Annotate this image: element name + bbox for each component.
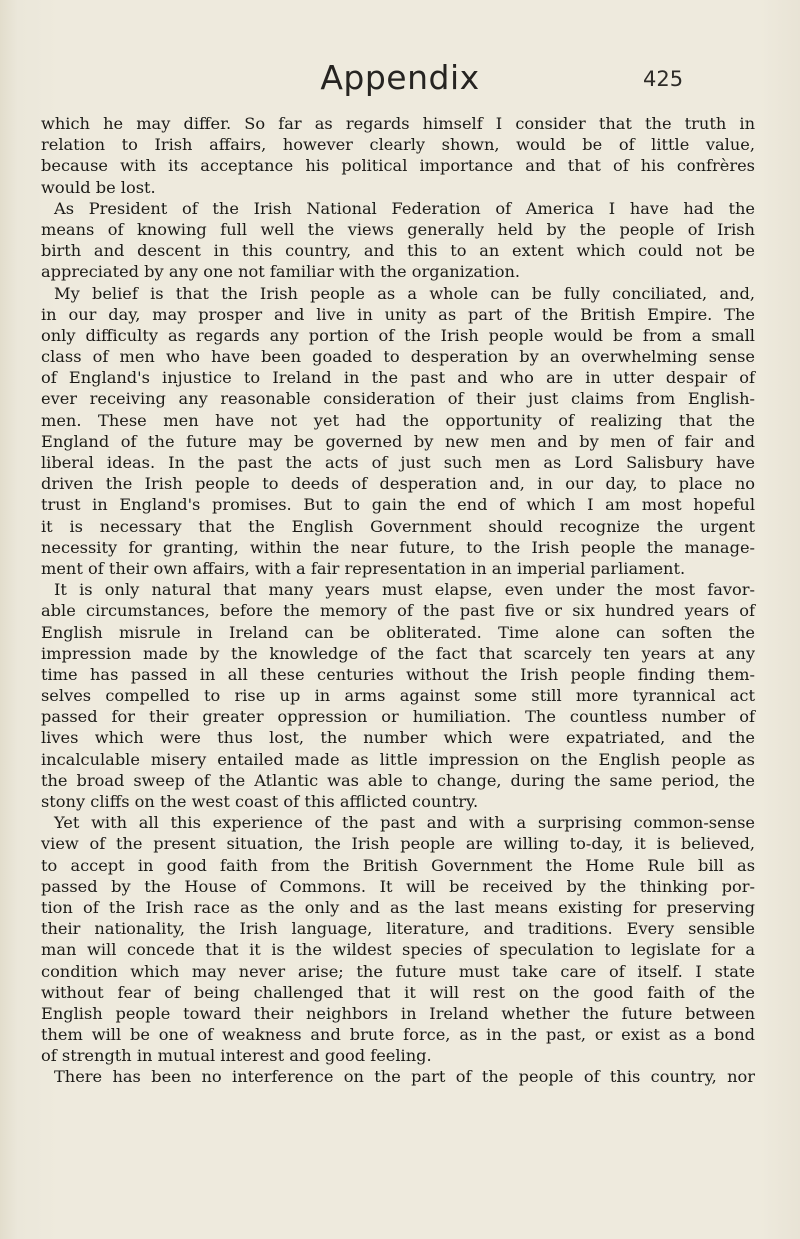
text-line: appreciated by any one not familiar with the organization. [41,262,521,282]
text-line: them will be one of weakness and brute force, as in the past, or exist as a bond [41,1025,755,1045]
text-line: ever receiving any reasonable consideration of their just claims from English- [41,389,755,409]
text-line: ment of their own affairs, with a fair representation in an imperial parliament. [41,558,686,578]
text-line: only difficulty as regards any portion of the Irish people would be from a small [41,325,755,345]
paragraph [41,579,755,812]
text-line: necessity for granting, within the near future, to the Irish people the manage- [41,537,755,557]
text-line: time has passed in all these centuries without the Irish people finding them- [41,664,755,684]
text-line: English misrule in Ireland can be obliterated. Time alone can soften the [41,622,755,642]
text-line: selves compelled to rise up in arms against some still more tyrannical act [41,686,755,706]
text-line: view of the present situation, the Irish people are willing to-day, it is believed, [41,834,755,854]
text-line: England of the future may be governed by new men and by men of fair and [41,431,755,451]
page-header [0,58,800,98]
text-line: would be lost. [41,177,156,197]
text-line: to accept in good faith from the British Government the Home Rule bill as [41,855,755,875]
text-line: trust in England's promises. But to gain the end of which I am most hopeful [41,495,755,515]
text-line: class of men who have been goaded to desperation by an overwhelming sense [41,347,755,367]
text-line: lives which were thus lost, the number which were expatriated, and the [41,728,755,748]
text-line: without fear of being challenged that it will rest on the good faith of the [41,982,755,1002]
text-line: in our day, may prosper and live in unity as part of the British Empire. The [41,304,755,324]
text-line: man will concede that it is the wildest species of speculation to legislate for a [41,940,755,960]
text-line: means of knowing full well the views generally held by the people of Irish [41,219,755,239]
page-number: 425 [643,67,684,91]
text-line: of England's injustice to Ireland in the past and who are in utter despair of [41,368,755,388]
paragraph [41,198,755,283]
text-line: My belief is that the Irish people as a whole can be fully conciliated, and, [54,283,755,303]
text-line: which he may differ. So far as regards himself I consider that the truth in [41,114,755,133]
text-line: incalculable misery entailed made as little impression on the English people as [41,749,755,769]
text-line: driven the Irish people to deeds of desperation and, in our day, to place no [41,474,755,494]
text-line: passed for their greater oppression or humiliation. The countless number of [41,707,755,727]
text-line: liberal ideas. In the past the acts of just such men as Lord Salisbury have [41,453,755,472]
running-head: Appendix [320,58,480,97]
paragraph [41,812,755,1066]
text-line: impression made by the knowledge of the fact that scarcely ten years at any [41,643,755,663]
text-line: It is only natural that many years must elapse, even under the most favor- [54,580,755,600]
text-line: As President of the Irish National Federation of America I have had the [54,198,755,218]
text-line: their nationality, the Irish language, literature, and traditions. Every sensible [41,919,755,939]
text-line: passed by the House of Commons. It will be received by the thinking por- [41,876,755,896]
text-line: There has been no interference on the part of the people of this country, nor [54,1067,755,1087]
text-line: men. These men have not yet had the opportunity of realizing that the [41,410,755,430]
paragraph [41,283,755,580]
text-line: Yet with all this experience of the past and with a surprising common-sense [54,813,755,833]
text-line: tion of the Irish race as the only and as the last means existing for preserving [41,897,755,917]
text-line: stony cliffs on the west coast of this afflicted country. [41,792,479,811]
text-line: condition which may never arise; the future must take care of itself. I state [41,961,755,981]
text-line: birth and descent in this country, and this to an extent which could not be [41,241,755,261]
paragraph [41,113,755,198]
body-text [41,113,755,1088]
paragraph [41,1066,755,1087]
text-line: English people toward their neighbors in Ireland whether the future between [41,1003,755,1023]
text-line: of strength in mutual interest and good feeling. [41,1046,432,1066]
text-line: because with its acceptance his political importance and that of his confrères [41,156,755,176]
text-line: able circumstances, before the memory of the past five or six hundred years of [41,601,755,621]
text-line: relation to Irish affairs, however clearly shown, would be of little value, [41,135,755,155]
text-line: it is necessary that the English Government should recognize the urgent [41,516,755,536]
text-line: the broad sweep of the Atlantic was able to change, during the same period, the [41,770,755,790]
